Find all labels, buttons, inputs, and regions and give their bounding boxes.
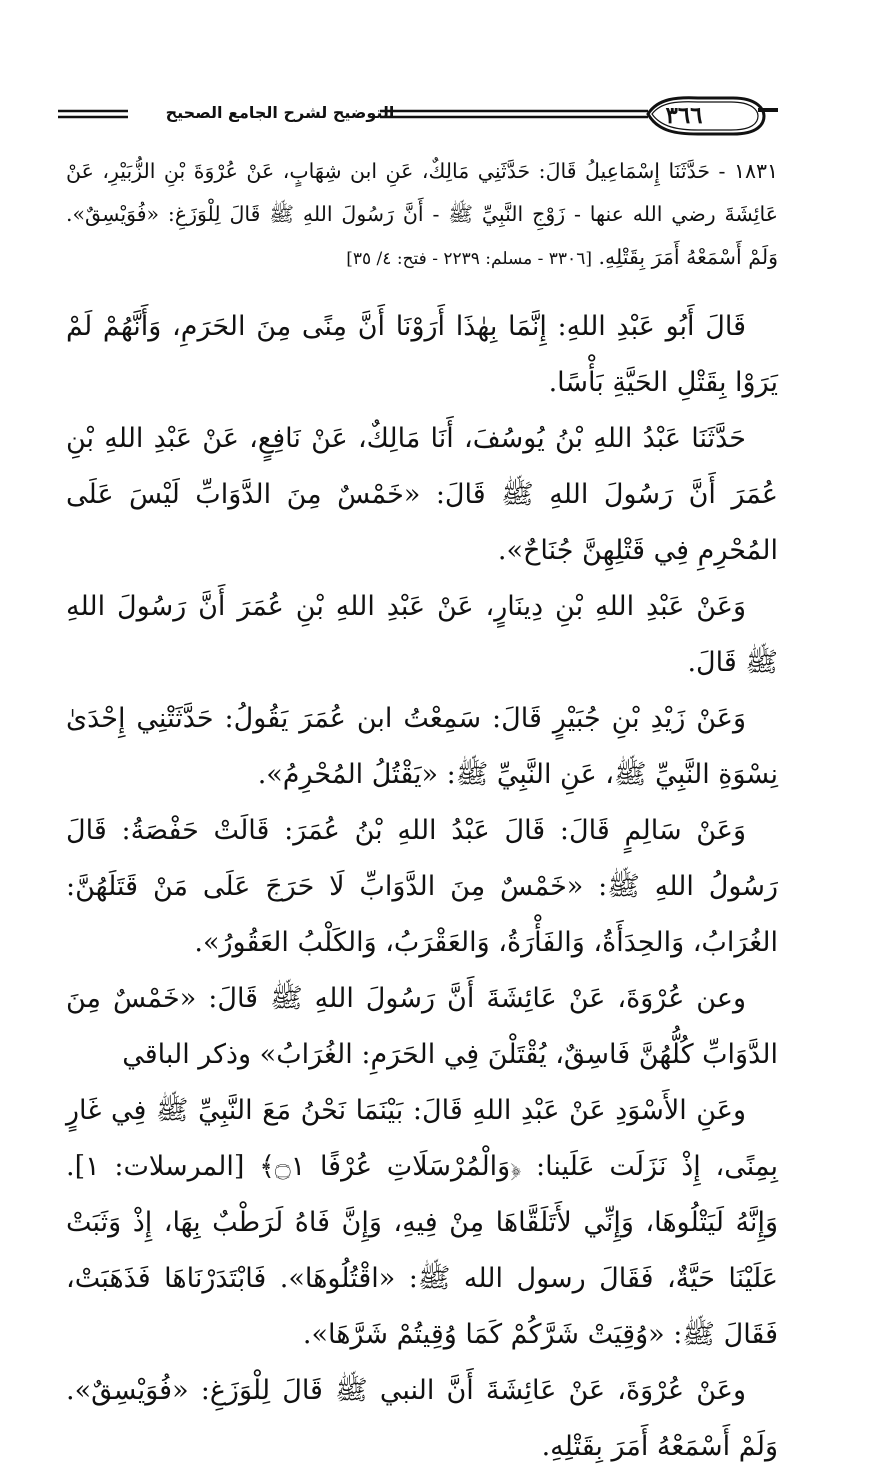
- hadith-reference: [٣٣٠٦ - مسلم: ٢٢٣٩ - فتح: ٤/ ٣٥]: [346, 249, 592, 269]
- page-number: ٣٦٦: [665, 102, 703, 129]
- hadith-text: ١٨٣١ - حَدَّثَنَا إِسْمَاعِيلُ قَالَ: حَدَّثَنِي مَالِكٌ، عَنِ ابن شِهَابٍ، عَنْ عُرْوَةَ بْنِ الزُّبَيْرِ، عَنْ عَائِشَةَ رضي الله عنها - زَوْجِ النَّبِيِّ ﷺ - أَنَّ رَسُولَ اللهِ ﷺ قَالَ لِلْوَزَغِ: «فُوَيْسِقٌ». وَلَمْ أَسْمَعْهُ أَمَرَ بِقَتْلِهِ.: [66, 159, 778, 269]
- paragraph: وعن عُرْوَةَ، عَنْ عَائِشَةَ أَنَّ رَسُولَ اللهِ ﷺ قَالَ: «خَمْسٌ مِنَ الدَّوَابِّ كُلُّهُنَّ فَاسِقٌ، يُقْتَلْنَ فِي الحَرَمِ: الغُرَابُ» وذكر الباقي: [66, 983, 778, 1070]
- paragraph: وعَنْ عُرْوَةَ، عَنْ عَائِشَةَ أَنَّ النبي ﷺ قَالَ لِلْوَزَغِ: «فُوَيْسِقٌ». وَلَمْ أَسْمَعْهُ أَمَرَ بِقَتْلِهِ.: [66, 1375, 778, 1462]
- paragraph: حَدَّثَنَا عَبْدُ اللهِ بْنُ يُوسُفَ، أَنَا مَالِكٌ، عَنْ نَافِعٍ، عَنْ عَبْدِ اللهِ بْنِ عُمَرَ أَنَّ رَسُولَ اللهِ ﷺ قَالَ: «خَمْسٌ مِنَ الدَّوَابِّ لَيْسَ عَلَى المُحْرِمِ فِي قَتْلِهِنَّ جُنَاحٌ».: [66, 423, 778, 566]
- hadith-1831: [66, 150, 778, 281]
- paragraph: قَالَ أَبُو عَبْدِ اللهِ: إِنَّمَا بِهٰذَا أَرَوْنَا أَنَّ مِنًى مِنَ الحَرَمِ، وَأَنَّهُمْ لَمْ يَرَوْا بِقَتْلِ الحَيَّةِ بَأْسًا.: [66, 311, 778, 398]
- paragraph: وَعَنْ عَبْدِ اللهِ بْنِ دِينَارٍ، عَنْ عَبْدِ اللهِ بْنِ عُمَرَ أَنَّ رَسُولَ اللهِ ﷺ قَالَ.: [66, 591, 778, 678]
- page-header: [58, 94, 778, 138]
- paragraph: وَعَنْ زَيْدِ بْنِ جُبَيْرٍ قَالَ: سَمِعْتُ ابن عُمَرَ يَقُولُ: حَدَّثَتْنِي إِحْدَىٰ نِسْوَةِ النَّبِيِّ ﷺ، عَنِ النَّبِيِّ ﷺ: «يَقْتُلُ المُحْرِمُ».: [66, 703, 778, 790]
- paragraph: وعَنِ الأَسْوَدِ عَنْ عَبْدِ اللهِ قَالَ: بَيْنَمَا نَحْنُ مَعَ النَّبِيِّ ﷺ فِي غَارٍ بِمِنًى، إِذْ نَزَلَت عَلَينا: ﴿وَالْمُرْسَلَاتِ عُرْفًا ۝١﴾ [المرسلات: ١]. وَإِنَّهُ لَيَتْلُوهَا، وَإِنِّي لأَتَلَقَّاهَا مِنْ فِيهِ، وَإِنَّ فَاهُ لَرَطْبٌ بِهَا، إِذْ وَثَبَتْ عَلَيْنَا حَيَّةٌ، فَقَالَ رسول الله ﷺ: «اقْتُلُوهَا». فَابْتَدَرْنَاهَا فَذَهَبَتْ، فَقَالَ ﷺ: «وُقِيَتْ شَرَّكُمْ كَمَا وُقِيتُمْ شَرَّهَا».: [66, 1095, 778, 1350]
- running-title: التوضيح لشرح الجامع الصحيح: [165, 103, 395, 122]
- page-content: [66, 150, 778, 1475]
- paragraph: وَعَنْ سَالِمٍ قَالَ: قَالَ عَبْدُ اللهِ بْنُ عُمَرَ: قَالَتْ حَفْصَةُ: قَالَ رَسُولُ اللهِ ﷺ: «خَمْسٌ مِنَ الدَّوَابِّ لَا حَرَجَ عَلَى مَنْ قَتَلَهُنَّ: الغُرَابُ، وَالحِدَأَةُ، وَالفَأْرَةُ، وَالعَقْرَبُ، وَالكَلْبُ العَقُورُ».: [66, 815, 778, 958]
